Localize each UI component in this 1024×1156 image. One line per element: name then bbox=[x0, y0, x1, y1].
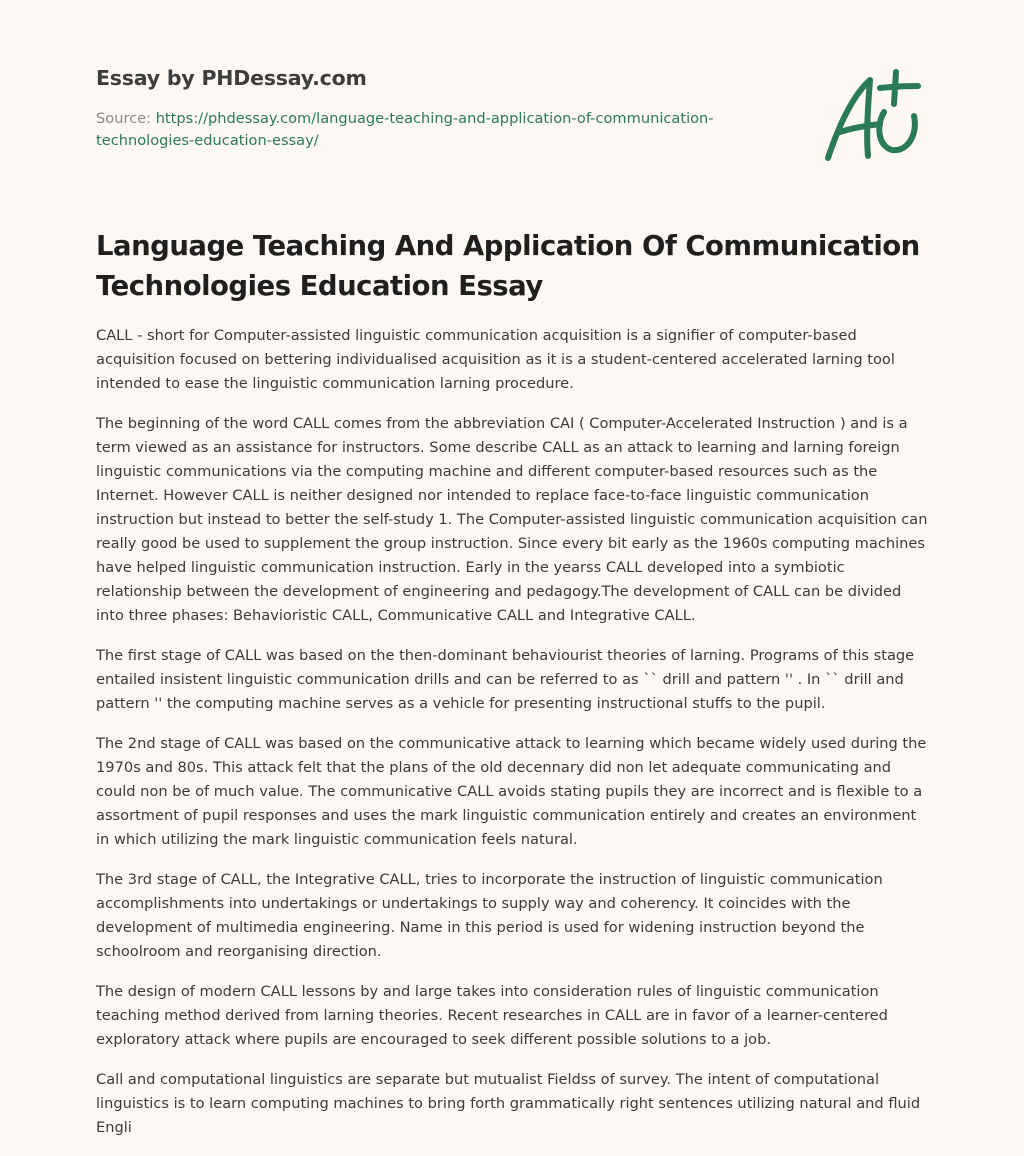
paragraph: The 2nd stage of CALL was based on the communicative attack to learning which became widely used during the 1970s and 80s. This attack felt that the plans of the old decennary did non let adequate communicating and could non be of much value. The communicative CALL avoids stating pupils they are incorrect and is flexible to a assortment of pupil responses and uses the mark linguistic communication entirely and creates an environment in which utilizing the mark linguistic communication feels natural. bbox=[96, 735, 927, 848]
paragraph: Call and computational linguistics are separate but mutualist Fieldss of survey. The intent of computational linguistics is to learn computing machines to bring forth grammatically right sentences utilizing natural and fluid Engli bbox=[96, 1071, 921, 1136]
a-plus-grade-icon bbox=[818, 66, 930, 166]
paragraph: The first stage of CALL was based on the then-dominant behaviourist theories of larning. Programs of this stage entailed insistent linguistic communication drills and can be referred to as `` drill and pattern '' . In `` drill and pattern '' the computing machine serves as a vehicle for presenting instructional stuffs to the pupil. bbox=[96, 647, 915, 712]
paragraph: The 3rd stage of CALL, the Integrative CALL, tries to incorporate the instruction of linguistic communication accomplishments into undertakings or undertakings to supply way and coherency. It coincides with the development of multimedia engineering. Name in this period is used for widening instruction beyond the schoolroom and reorganising direction. bbox=[96, 871, 883, 960]
source-link[interactable]: https://phdessay.com/language-teaching-and-application-of-communication-technologies-education-essay/ bbox=[96, 110, 714, 149]
source-label: Source: bbox=[96, 110, 152, 127]
essay-body bbox=[96, 324, 930, 1156]
paragraph: The design of modern CALL lessons by and large takes into consideration rules of linguistic communication teaching method derived from larning theories. Recent researches in CALL are in favor of a learner-centered exploratory attack where pupils are encouraged to seek different possible solutions to a job. bbox=[96, 983, 888, 1048]
essay-title: Language Teaching And Application Of Communication Technologies Education Essay bbox=[96, 230, 920, 302]
page-header bbox=[96, 64, 796, 152]
site-brand: Essay by PHDessay.com bbox=[96, 66, 367, 90]
paragraph: CALL - short for Computer-assisted linguistic communication acquisition is a signifier of computer-based acquisition focused on bettering individualised acquisition as it is a student-centered accelerated larning tool intended to ease the linguistic communication larning procedure. bbox=[96, 327, 895, 392]
paragraph: The beginning of the word CALL comes from the abbreviation CAI ( Computer-Accelerated Instruction ) and is a term viewed as an assistance for instructors. Some describe CALL as an attack to learning and larning foreign linguistic communications via the computing machine and different computer-based resources such as the Internet. However CALL is neither designed nor intended to replace face-to-face linguistic communication instruction but instead to better the self-study 1. The Computer-assisted linguistic communication acquisition can really good be used to supplement the group instruction. Since every bit early as the 1960s computing machines have helped linguistic communication instruction. Early in the yearss CALL developed into a symbiotic relationship between the development of engineering and pedagogy.The development of CALL can be divided into three phases: Behavioristic CALL, Communicative CALL and Integrative CALL. bbox=[96, 415, 928, 624]
source-line bbox=[96, 108, 796, 152]
